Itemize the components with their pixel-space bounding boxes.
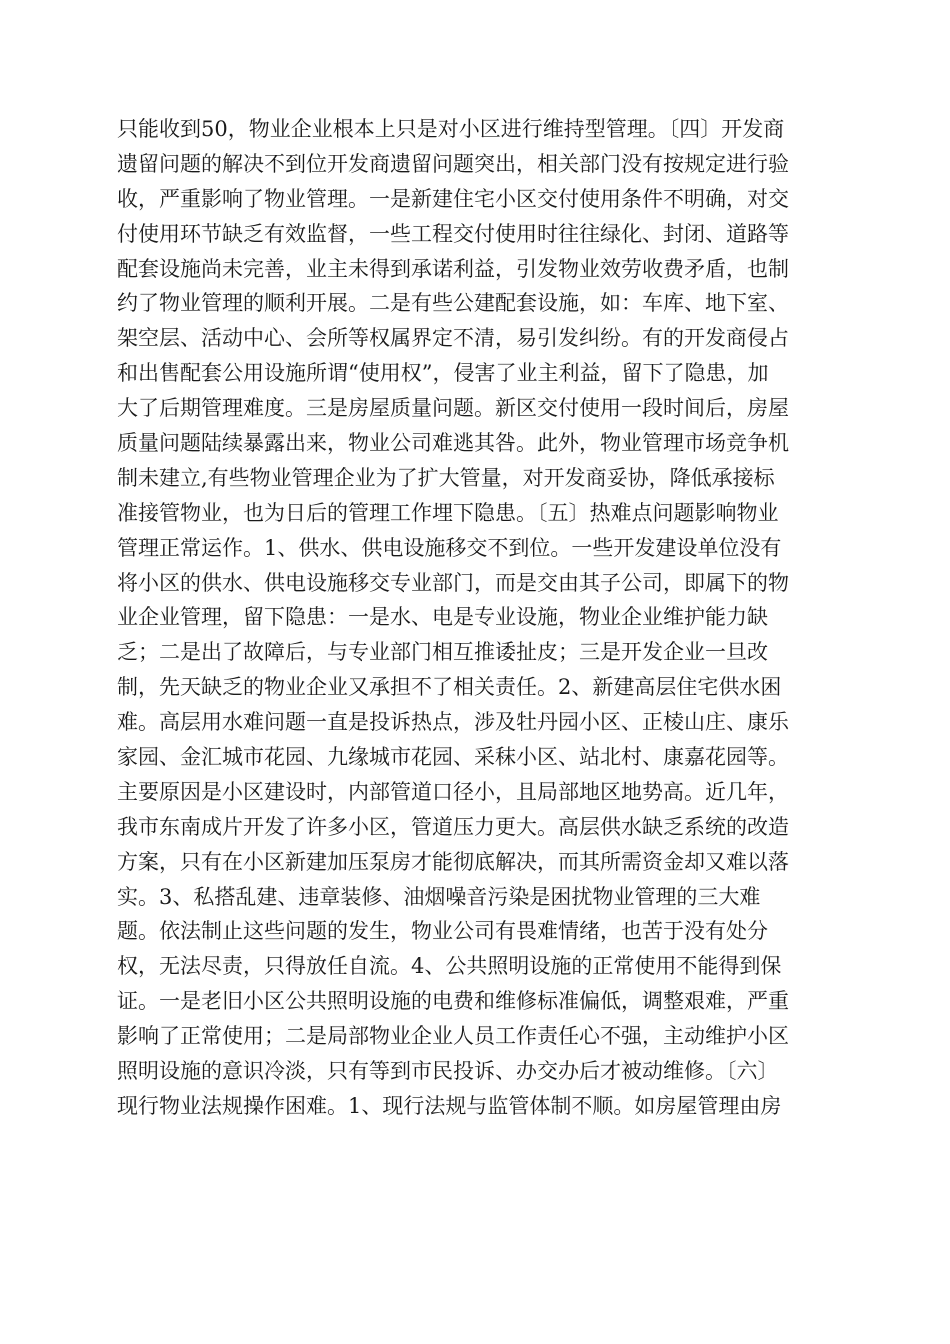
text-line: 只能收到50，物业企业根本上只是对小区进行维持型管理。〔四〕开发商 [117, 117, 785, 141]
text-line: 乏；二是出了故障后，与专业部门相互推诿扯皮；三是开发企业一旦改 [117, 640, 768, 665]
text-line: 家园、金汇城市花园、九缘城市花园、采秣小区、站北村、康嘉花园等。 [117, 745, 789, 770]
text-line: 我市东南成片开发了许多小区，管道压力更大。高层供水缺乏系统的改造 [117, 814, 789, 839]
text-line: 和出售配套公用设施所谓“使用权”，侵害了业主利益，留下了隐患，加 [117, 361, 769, 386]
text-line: 准接管物业，也为日后的管理工作埋下隐患。〔五〕热难点问题影响物业 [117, 500, 779, 525]
text-line: 配套设施尚未完善，业主未得到承诺利益，引发物业效劳收费矛盾，也制 [117, 256, 789, 281]
body-text [117, 112, 837, 1124]
text-line: 质量问题陆续暴露出来，物业公司难逃其咎。此外，物业管理市场竞争机 [117, 431, 789, 456]
text-line: 主要原因是小区建设时，内部管道口径小，且局部地区地势高。近几年， [117, 779, 789, 804]
text-line: 付使用环节缺乏有效监督，一些工程交付使用时往往绿化、封闭、道路等 [117, 221, 789, 246]
text-line: 架空层、活动中心、会所等权属界定不清，易引发纠纷。有的开发商侵占 [117, 326, 789, 351]
text-line: 难。高层用水难问题一直是投诉热点，涉及牡丹园小区、正棱山庄、康乐 [117, 710, 789, 735]
text-line: 遗留问题的解决不到位开发商遗留问题突出，相关部门没有按规定进行验 [117, 151, 789, 176]
text-line: 照明设施的意识冷淡，只有等到市民投诉、办交办后才被动维修。〔六〕 [117, 1059, 779, 1084]
text-line: 现行物业法规操作困难。1、现行法规与监管体制不顺。如房屋管理由房 [117, 1093, 782, 1118]
text-line: 证。一是老旧小区公共照明设施的电费和维修标准偏低，调整艰难，严重 [117, 989, 789, 1014]
text-line: 大了后期管理难度。三是房屋质量问题。新区交付使用一段时间后，房屋 [117, 396, 789, 421]
text-line: 方案，只有在小区新建加压泵房才能彻底解决，而其所需资金却又难以落 [117, 849, 789, 874]
text-line: 将小区的供水、供电设施移交专业部门，而是交由其子公司，即属下的物 [117, 570, 789, 595]
text-line: 制未建立,有些物业管理企业为了扩大管量，对开发商妥协，降低承接标 [117, 465, 775, 490]
text-line: 权，无法尽责，只得放任自流。4、公共照明设施的正常使用不能得到保 [117, 954, 782, 979]
text-line: 管理正常运作。1、供水、供电设施移交不到位。一些开发建设单位没有 [117, 535, 782, 560]
text-line: 题。依法制止这些问题的发生，物业公司有畏难情绪，也苦于没有处分 [117, 919, 768, 944]
text-line: 收，严重影响了物业管理。一是新建住宅小区交付使用条件不明确，对交 [117, 186, 789, 211]
text-line: 实。3、私搭乱建、违章装修、油烟噪音污染是困扰物业管理的三大难 [117, 884, 761, 909]
text-line: 制，先天缺乏的物业企业又承担不了相关责任。2、新建高层住宅供水困 [117, 675, 782, 700]
text-line: 约了物业管理的顺利开展。二是有些公建配套设施，如：车库、地下室、 [117, 291, 789, 316]
text-line: 业企业管理，留下隐患：一是水、电是专业设施，物业企业维护能力缺 [117, 605, 768, 630]
text-line: 影响了正常使用；二是局部物业企业人员工作责任心不强，主动维护小区 [117, 1024, 789, 1049]
